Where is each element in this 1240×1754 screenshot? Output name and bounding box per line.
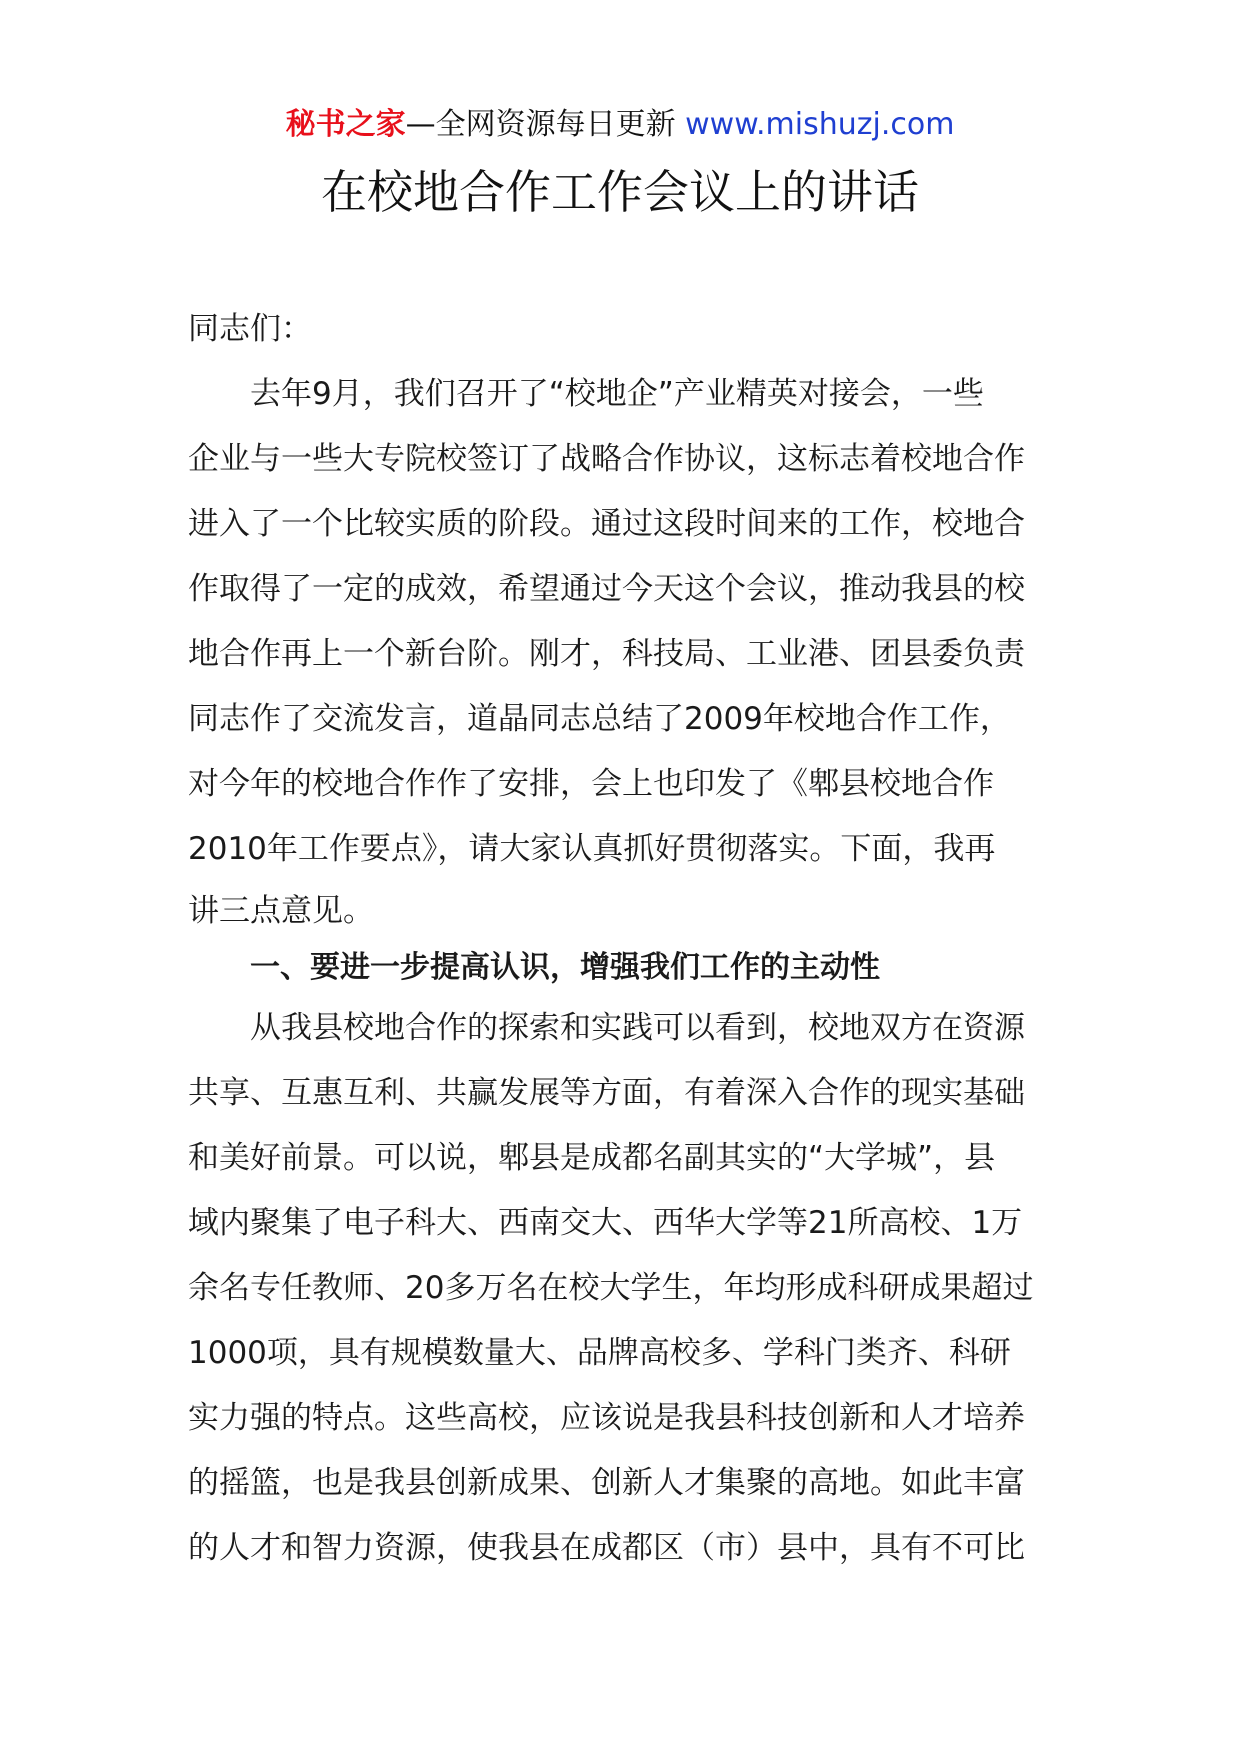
- paragraph-line: 讲三点意见。: [188, 893, 374, 929]
- paragraph-line: 和美好前景。可以说，郫县是成都名副其实的“大学城”，县: [188, 1140, 996, 1176]
- paragraph-line: 共享、互惠互利、共赢发展等方面，有着深入合作的现实基础: [188, 1075, 1025, 1111]
- paragraph-line: 1000项，具有规模数量大、品牌高校多、学科门类齐、科研: [188, 1335, 1011, 1371]
- header-url-link[interactable]: www.mishuzj.com: [685, 107, 955, 142]
- paragraph-line: 从我县校地合作的探索和实践可以看到，校地双方在资源: [250, 1010, 1025, 1046]
- brand-name: 秘书之家: [285, 107, 406, 142]
- document-title: 在校地合作工作会议上的讲话: [321, 165, 919, 219]
- paragraph-line: 去年9月，我们召开了“校地企”产业精英对接会，一些: [250, 376, 984, 412]
- paragraph-line: 的摇篮，也是我县创新成果、创新人才集聚的高地。如此丰富: [188, 1465, 1025, 1501]
- paragraph-line: 2010年工作要点》，请大家认真抓好贯彻落实。下面，我再: [188, 831, 996, 867]
- paragraph-line: 余名专任教师、20多万名在校大学生，年均形成科研成果超过: [188, 1270, 1034, 1306]
- paragraph-line: 实力强的特点。这些高校，应该说是我县科技创新和人才培养: [188, 1400, 1025, 1436]
- paragraph-line: 作取得了一定的成效，希望通过今天这个会议，推动我县的校: [188, 571, 1025, 607]
- paragraph-line: 对今年的校地合作作了安排，会上也印发了《郫县校地合作: [188, 766, 994, 802]
- site-header: [0, 103, 1240, 147]
- paragraph-line: 域内聚集了电子科大、西南交大、西华大学等21所高校、1万: [188, 1205, 1023, 1241]
- document-body: [188, 297, 1068, 1581]
- paragraph-line: 地合作再上一个新台阶。刚才，科技局、工业港、团县委负责: [188, 636, 1025, 672]
- paragraph-line: 的人才和智力资源，使我县在成都区（市）县中，具有不可比: [188, 1530, 1025, 1566]
- header-tagline: —全网资源每日更新: [405, 107, 676, 142]
- paragraph-line: 企业与一些大专院校签订了战略合作协议，这标志着校地合作: [188, 441, 1025, 477]
- paragraph-line: 同志作了交流发言，道晶同志总结了2009年校地合作工作，: [188, 701, 1011, 737]
- section-heading: 一、要进一步提高认识，增强我们工作的主动性: [250, 950, 880, 985]
- paragraph-line: 进入了一个比较实质的阶段。通过这段时间来的工作，校地合: [188, 506, 1025, 542]
- salutation: 同志们：: [188, 311, 312, 347]
